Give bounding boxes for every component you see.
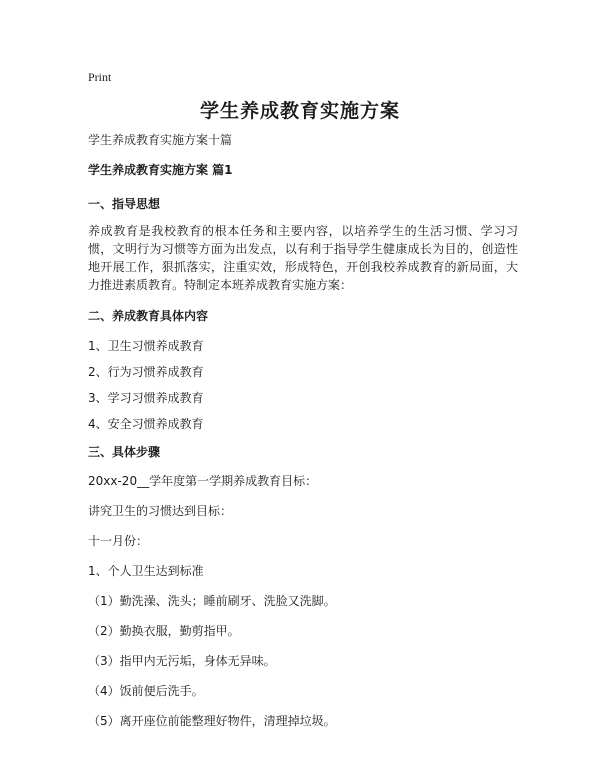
heading-steps: 三、具体步骤 (88, 445, 161, 459)
heading-content: 二、养成教育具体内容 (88, 309, 209, 323)
list-item: （3）指甲内无污垢，身体无异味。 (88, 654, 276, 668)
document-title: 学生养成教育实施方案 (199, 100, 400, 122)
list-item: （1）勤洗澡、洗头；睡前刷牙、洗脸又洗脚。 (88, 594, 336, 608)
list-item: 4、安全习惯养成教育 (88, 417, 204, 431)
line-personal-hygiene: 1、个人卫生达到标准 (88, 564, 204, 578)
document-body (88, 132, 518, 729)
document-subtitle: 学生养成教育实施方案十篇 (88, 133, 233, 147)
line-hygiene-goal: 讲究卫生的习惯达到目标： (88, 504, 233, 518)
list-item: （5）离开座位前能整理好物件，清理掉垃圾。 (88, 714, 336, 728)
line-school-year-goal: 20xx-20__学年度第一学期养成教育目标： (88, 474, 318, 488)
list-item: 2、行为习惯养成教育 (88, 365, 204, 379)
list-item: （4）饭前便后洗手。 (88, 684, 204, 698)
paragraph-guiding-ideology: 养成教育是我校教育的根本任务和主要内容，以培养学生的生活习惯、学习习惯，文明行为习惯等方面为出发点，以有利于指导学生健康成长为目的，创造性地开展工作，狠抓落实，注重实效，形成特色，开创我校养成教育的新局面，大力推进素质教育。特制定本班养成教育实施方案： (88, 224, 518, 292)
section-title: 学生养成教育实施方案 篇1 (88, 163, 233, 177)
line-november: 十一月份： (88, 534, 149, 548)
list-item: （2）勤换衣服，勤剪指甲。 (88, 624, 240, 638)
print-label: Print (88, 70, 112, 84)
list-item: 1、卫生习惯养成教育 (88, 339, 204, 353)
heading-guiding-ideology: 一、指导思想 (88, 197, 161, 211)
list-item: 3、学习习惯养成教育 (88, 391, 204, 405)
